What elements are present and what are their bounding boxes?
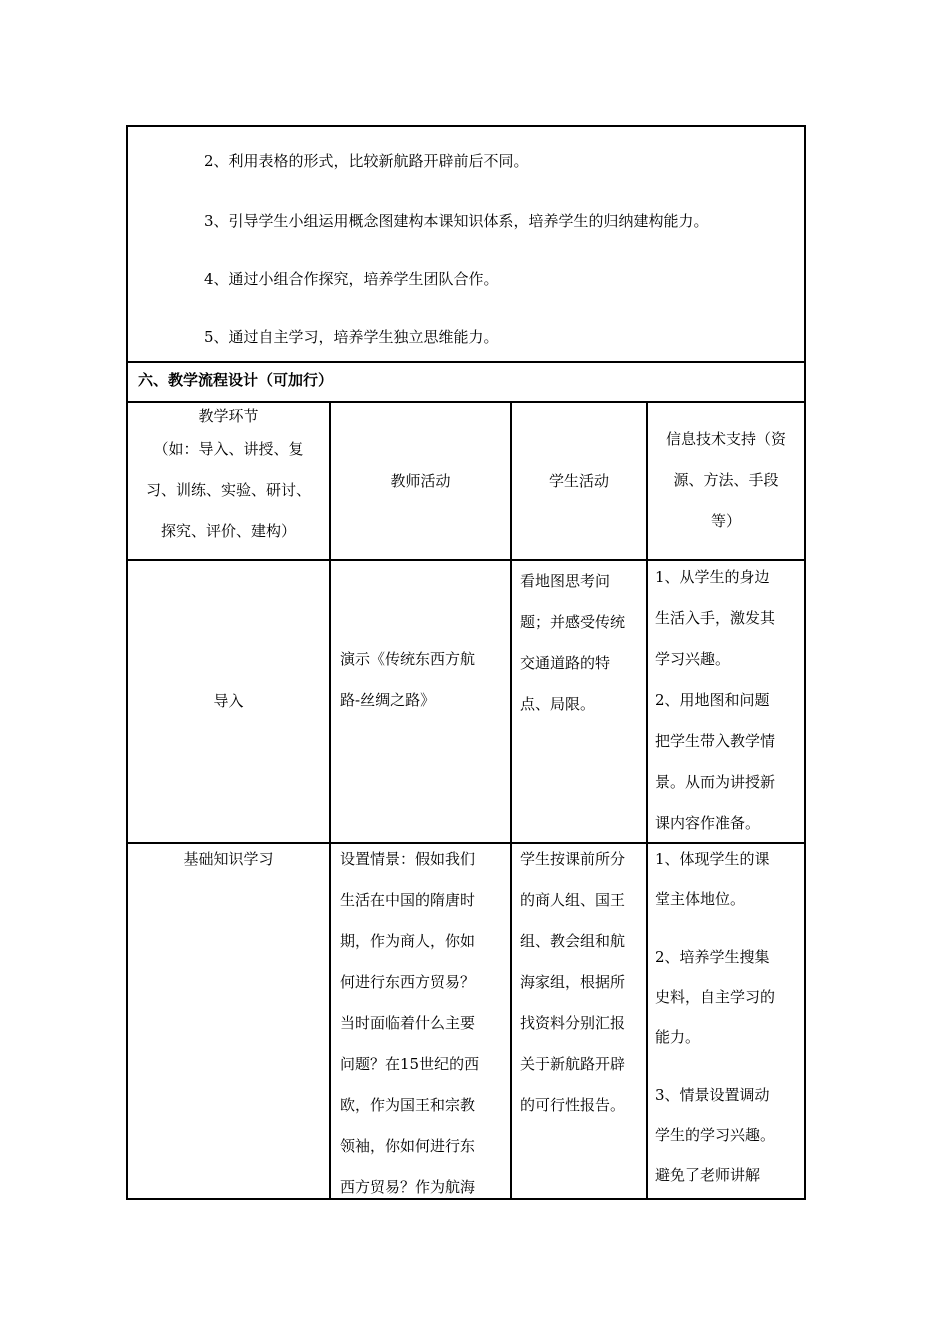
text-line: 题；并感受传统 [520,613,626,631]
text-line [655,1057,804,1075]
text-line: 交通道路的特 [520,654,611,672]
header-stage-note: （如：导入、讲授、复 [153,440,304,458]
text-line: 演示《传统东西方航 [340,650,476,668]
text-line: 能力。 [655,1028,701,1046]
text-line: 期，作为商人，你如 [340,932,476,950]
row-tech-support [655,839,804,1195]
text-line: 2、培养学生搜集 [655,948,770,966]
text-line: 学生的学习兴趣。 [655,1126,776,1144]
row-student-activity [520,839,646,1126]
text-line: 学习兴趣。 [655,650,731,668]
objective-3: 3、引导学生小组运用概念图建构本课知识体系，培养学生的归纳建构能力。 [204,212,709,230]
row-stage-label: 基础知识学习 [183,850,274,868]
text-line: 的商人组、国王 [520,891,626,909]
row-stage-label: 导入 [213,692,244,710]
text-line: 3、情景设置调动 [655,1086,770,1104]
text-line: 2、用地图和问题 [655,691,770,709]
text-line: 点、局限。 [520,695,596,713]
text-line: 关于新航路开辟 [520,1055,626,1073]
text-line: 西方贸易？作为航海 [340,1178,476,1196]
header-stage-note: 探究、评价、建构） [160,522,296,540]
text-line: 避免了老师讲解 [655,1166,761,1184]
header-teacher [331,403,510,559]
row-teacher-activity [340,839,510,1208]
header-tech [648,419,804,542]
header-teacher-label: 教师活动 [390,471,451,490]
text-line: 课内容作准备。 [655,814,761,832]
text-line: 生活入手，激发其 [655,609,776,627]
row-student-activity [520,561,646,725]
text-line: 看地图思考问 [520,572,611,590]
text-line: 堂主体地位。 [655,890,746,908]
header-tech-line: 源、方法、手段 [673,471,779,489]
text-line: 设置情景：假如我们 [340,850,476,868]
text-line: 领袖，你如何进行东 [340,1137,476,1155]
header-stage [128,403,329,552]
text-line [655,919,804,937]
header-student-label: 学生活动 [548,471,609,490]
text-line: 欧，作为国王和宗教 [340,1096,476,1114]
objective-5: 5、通过自主学习，培养学生独立思维能力。 [204,328,499,346]
teaching-objectives [128,127,804,363]
text-line: 景。从而为讲授新 [655,773,776,791]
header-student [512,403,646,559]
header-tech-line: 信息技术支持（资 [665,430,786,448]
objective-4: 4、通过小组合作探究，培养学生团队合作。 [204,270,499,288]
text-line: 生活在中国的隋唐时 [340,891,476,909]
row-stage [128,561,329,842]
objective-2: 2、利用表格的形式，比较新航路开辟前后不同。 [204,152,529,170]
row-stage [128,839,329,880]
section-title: 六、教学流程设计（可加行） [138,371,334,389]
text-line: 问题？在15世纪的西 [340,1055,480,1073]
header-stage-title: 教学环节 [198,407,259,425]
text-line: 史料，自主学习的 [655,988,776,1006]
row-tech-support [655,557,804,844]
text-line: 学生按课前所分 [520,850,626,868]
text-line: 把学生带入教学情 [655,732,776,750]
row-teacher-activity [340,639,508,721]
text-line: 1、体现学生的课 [655,850,770,868]
text-line: 1、从学生的身边 [655,568,770,586]
text-line: 组、教会组和航 [520,932,626,950]
text-line: 找资料分别汇报 [520,1014,626,1032]
text-line: 路-丝绸之路》 [340,691,436,709]
header-tech-line: 等） [710,512,741,530]
text-line: 的可行性报告。 [520,1096,626,1114]
lesson-plan-table [126,125,806,1200]
header-stage-note: 习、训练、实验、研讨、 [145,481,311,499]
text-line: 何进行东西方贸易？ [340,973,476,991]
divider [128,361,804,363]
text-line: 当时面临着什么主要 [340,1014,476,1032]
text-line: 海家组，根据所 [520,973,626,991]
